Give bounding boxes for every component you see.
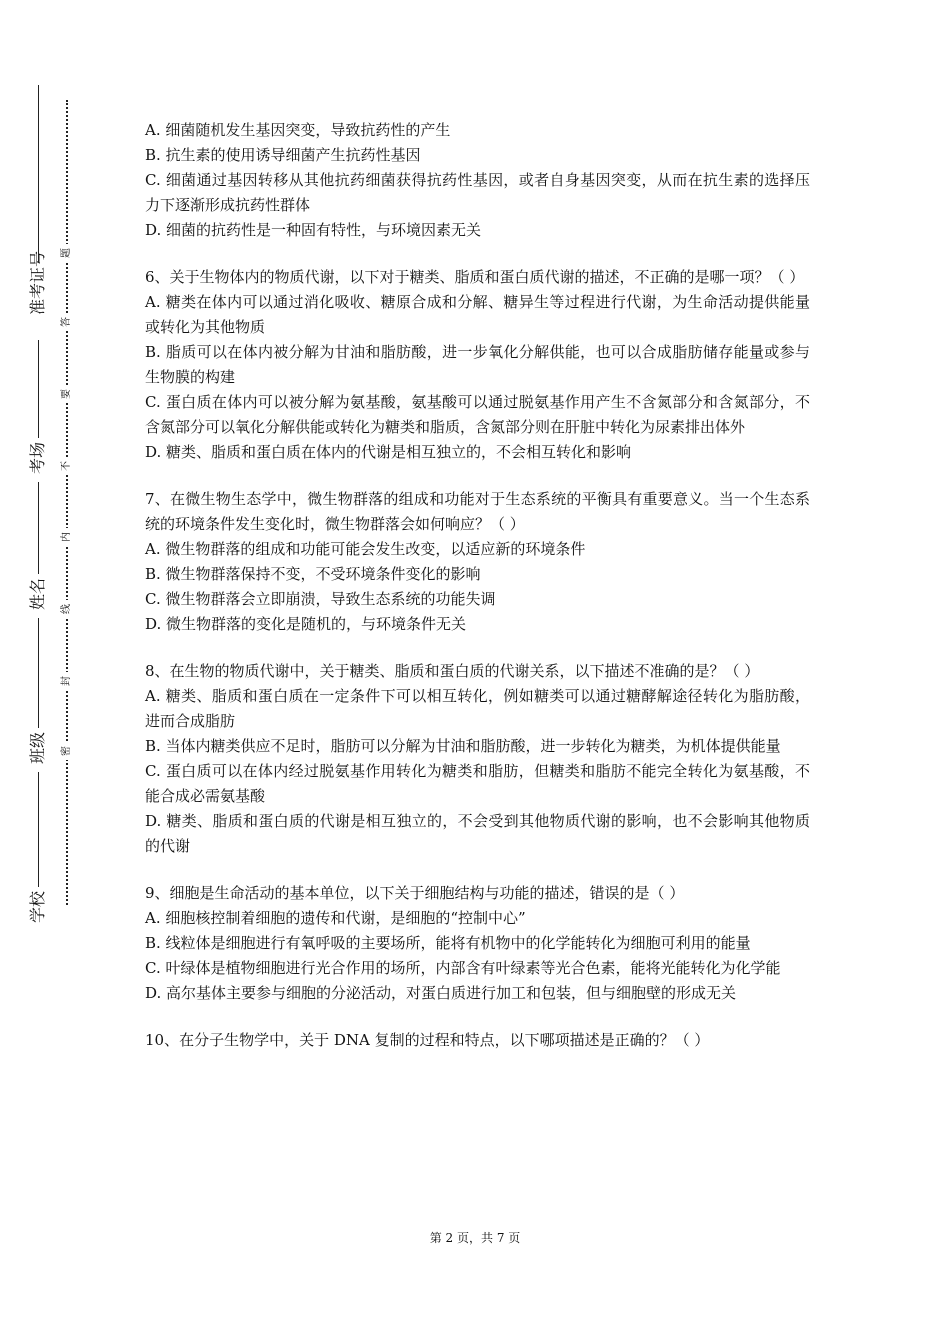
option-d: D. 糖类、脂质和蛋白质在体内的代谢是相互独立的，不会相互转化和影响	[145, 443, 632, 461]
exam-content	[145, 118, 810, 1053]
question-5-options	[145, 118, 810, 243]
question-7	[145, 487, 810, 637]
binding-margin	[0, 0, 100, 1344]
option-d: D. 微生物群落的变化是随机的，与环境条件无关	[145, 615, 467, 633]
option-a: A. 糖类在体内可以通过消化吸收、糖原合成和分解、糖异生等过程进行代谢，为生命活动提供能量或转化为其他物质	[145, 293, 810, 336]
question-10	[145, 1028, 810, 1053]
question-6	[145, 265, 810, 465]
seal-char: 密	[58, 742, 76, 760]
question-stem: 8、在生物的物质代谢中，关于糖类、脂质和蛋白质的代谢关系，以下描述不准确的是？（ ）	[145, 662, 760, 680]
seal-char: 线	[58, 600, 76, 618]
question-stem: 7、在微生物生态学中，微生物群落的组成和功能对于生态系统的平衡具有重要意义。当一个生态系统的环境条件发生变化时，微生物群落会如何响应？（ ）	[145, 490, 810, 533]
option-d: D. 糖类、脂质和蛋白质的代谢是相互独立的，不会受到其他物质代谢的影响，也不会影响其他物质的代谢	[145, 812, 810, 855]
question-stem: 6、关于生物体内的物质代谢，以下对于糖类、脂质和蛋白质代谢的描述，不正确的是哪一项？（ ）	[145, 268, 805, 286]
exam-room-label: 考场	[24, 438, 52, 482]
class-label: 班级	[24, 728, 52, 772]
question-stem: 10、在分子生物学中，关于 DNA 复制的过程和特点，以下哪项描述是正确的？（ ）	[145, 1031, 710, 1049]
question-9	[145, 881, 810, 1006]
option-c: C. 蛋白质可以在体内经过脱氨基作用转化为糖类和脂肪，但糖类和脂肪不能完全转化为氨基酸，不能合成必需氨基酸	[145, 762, 810, 805]
name-label: 姓名	[24, 574, 52, 618]
option-a: A. 微生物群落的组成和功能可能会发生改变，以适应新的环境条件	[145, 540, 586, 558]
seal-char: 要	[58, 385, 76, 403]
question-stem: 9、细胞是生命活动的基本单位，以下关于细胞结构与功能的描述，错误的是（ ）	[145, 884, 685, 902]
option-a: A. 细胞核控制着细胞的遗传和代谢，是细胞的“控制中心”	[145, 909, 526, 927]
option-c: C. 叶绿体是植物细胞进行光合作用的场所，内部含有叶绿素等光合色素，能将光能转化为化学能	[145, 959, 781, 977]
seal-char: 封	[58, 672, 76, 690]
school-label: 学校	[24, 887, 52, 931]
option-d: D. 细菌的抗药性是一种固有特性，与环境因素无关	[145, 221, 482, 239]
option-b: B. 线粒体是细胞进行有氧呼吸的主要场所，能将有机物中的化学能转化为细胞可利用的能量	[145, 934, 751, 952]
option-c: C. 微生物群落会立即崩溃，导致生态系统的功能失调	[145, 590, 496, 608]
seal-char: 内	[58, 528, 76, 546]
seal-char: 不	[58, 457, 76, 475]
option-b: B. 微生物群落保持不变，不受环境条件变化的影响	[145, 565, 481, 583]
option-b: B. 当体内糖类供应不足时，脂肪可以分解为甘油和脂肪酸，进一步转化为糖类，为机体提供能量	[145, 737, 781, 755]
page-footer: 第 2 页，共 7 页	[429, 1231, 521, 1245]
option-b: B. 脂质可以在体内被分解为甘油和脂肪酸，进一步氧化分解供能，也可以合成脂肪储存能量或参与生物膜的构建	[145, 343, 810, 386]
question-8	[145, 659, 810, 859]
seal-char: 答	[58, 313, 76, 331]
option-d: D. 高尔基体主要参与细胞的分泌活动，对蛋白质进行加工和包装，但与细胞壁的形成无关	[145, 984, 737, 1002]
seal-dotted-line	[66, 100, 68, 905]
option-b: B. 抗生素的使用诱导细菌产生抗药性基因	[145, 146, 421, 164]
option-c: C. 蛋白质在体内可以被分解为氨基酸，氨基酸可以通过脱氨基作用产生不含氮部分和含氮部分，不含氮部分可以氧化分解供能或转化为糖类和脂质，含氮部分则在肝脏中转化为尿素排出体外	[145, 393, 810, 436]
option-a: A. 糖类、脂质和蛋白质在一定条件下可以相互转化，例如糖类可以通过糖酵解途径转化为脂肪酸，进而合成脂肪	[145, 687, 810, 730]
seal-char: 题	[58, 244, 76, 262]
binding-solid-line	[38, 85, 39, 930]
option-c: C. 细菌通过基因转移从其他抗药细菌获得抗药性基因，或者自身基因突变，从而在抗生素的选择压力下逐渐形成抗药性群体	[145, 171, 810, 214]
ticket-number-label: 准考证号	[24, 262, 52, 340]
option-a: A. 细菌随机发生基因突变，导致抗药性的产生	[145, 121, 451, 139]
